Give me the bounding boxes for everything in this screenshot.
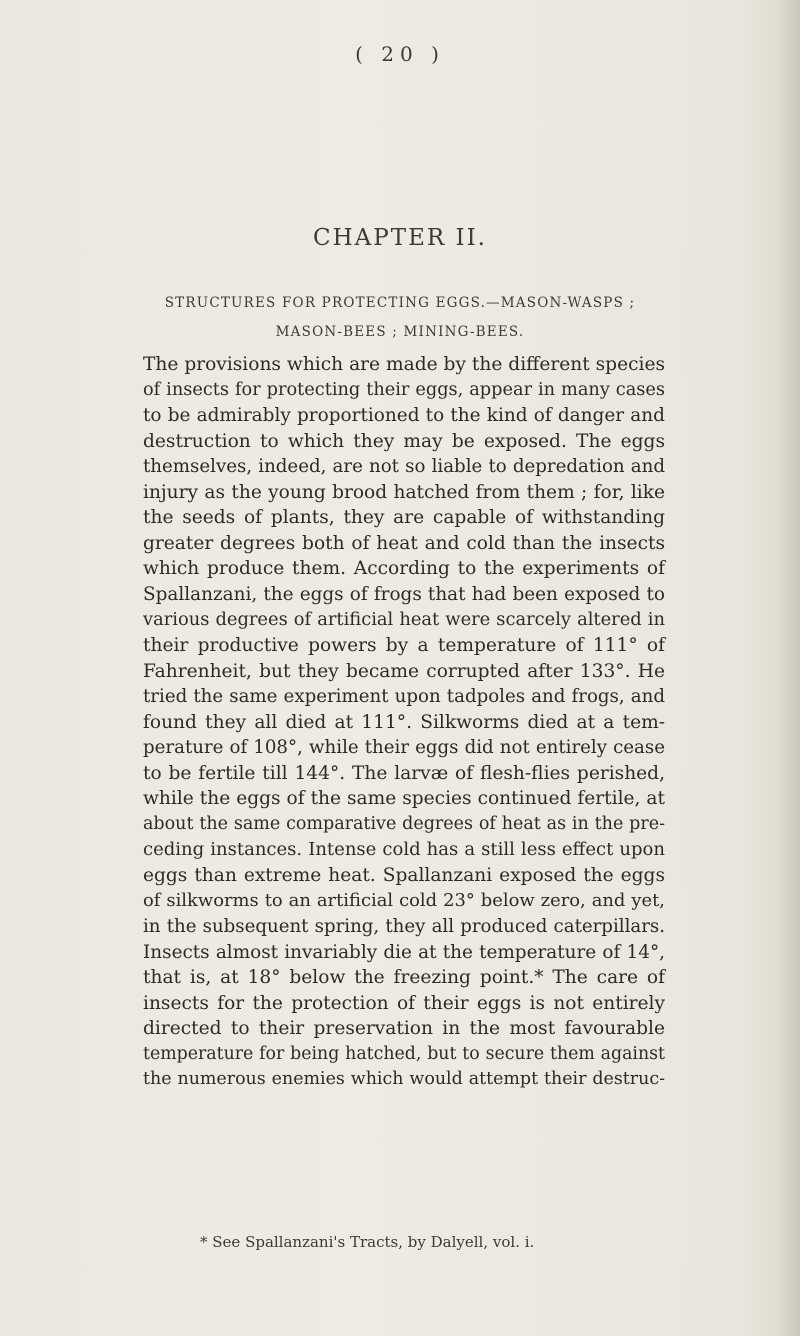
text-line: the numerous enemies which would attempt their destruc- bbox=[143, 1069, 665, 1090]
text-line: while the eggs of the same species continued fertile, at bbox=[143, 788, 665, 810]
text-line: that is, at 18° below the freezing point.* The care of bbox=[143, 967, 665, 989]
body-paragraph bbox=[143, 352, 665, 1093]
text-line: tried the same experiment upon tadpoles and frogs, and bbox=[143, 686, 665, 708]
text-line: temperature for being hatched, but to secure them against bbox=[143, 1043, 665, 1064]
text-line: The provisions which are made by the different species bbox=[143, 354, 665, 375]
text-line: greater degrees both of heat and cold than the insects bbox=[143, 532, 665, 554]
text-line: which produce them. According to the experiments of bbox=[143, 558, 665, 580]
text-line: insects for the protection of their eggs is not entirely bbox=[143, 992, 665, 1014]
text-line: eggs than extreme heat. Spallanzani exposed the eggs bbox=[143, 864, 665, 886]
text-line: various degrees of artificial heat were scarcely altered in bbox=[143, 609, 665, 631]
text-line: to be fertile till 144°. The larvæ of flesh-flies perished, bbox=[143, 762, 665, 784]
chapter-subheading: STRUCTURES FOR PROTECTING EGGS.—MASON-WASPS ; MASON-BEES ; MINING-BEES. bbox=[164, 295, 636, 340]
text-line: Insects almost invariably die at the temperature of 14°, bbox=[143, 941, 665, 963]
text-line: injury as the young brood hatched from them ; for, like bbox=[143, 481, 665, 503]
text-line: perature of 108°, while their eggs did not entirely cease bbox=[143, 737, 665, 759]
text-line: destruction to which they may be exposed. The eggs bbox=[143, 430, 665, 452]
text-line: about the same comparative degrees of heat as in the pre- bbox=[143, 813, 665, 834]
text-line: themselves, indeed, are not so liable to depredation and bbox=[143, 456, 665, 478]
page-edge-shadow bbox=[778, 0, 800, 1336]
text-line: their productive powers by a temperature of 111° of bbox=[143, 635, 665, 657]
text-line: directed to their preservation in the most favourable bbox=[143, 1018, 665, 1040]
text-line: ceding instances. Intense cold has a still less effect upon bbox=[143, 839, 665, 861]
text-line: of insects for protecting their eggs, appear in many cases bbox=[143, 379, 665, 400]
text-line: the seeds of plants, they are capable of withstanding bbox=[143, 507, 665, 529]
page-number: ( 20 ) bbox=[355, 42, 445, 66]
text-line: Fahrenheit, but they became corrupted after 133°. He bbox=[143, 660, 665, 682]
footnote: * See Spallanzani's Tracts, by Dalyell, vol. i. bbox=[200, 1233, 535, 1251]
chapter-title: CHAPTER II. bbox=[313, 225, 487, 251]
text-line: Spallanzani, the eggs of frogs that had been exposed to bbox=[143, 583, 665, 605]
text-line: in the subsequent spring, they all produced caterpillars. bbox=[143, 916, 665, 938]
text-line: to be admirably proportioned to the kind of danger and bbox=[143, 405, 665, 427]
text-line: found they all died at 111°. Silkworms died at a tem- bbox=[143, 711, 665, 733]
text-line: of silkworms to an artificial cold 23° below zero, and yet, bbox=[143, 890, 665, 912]
